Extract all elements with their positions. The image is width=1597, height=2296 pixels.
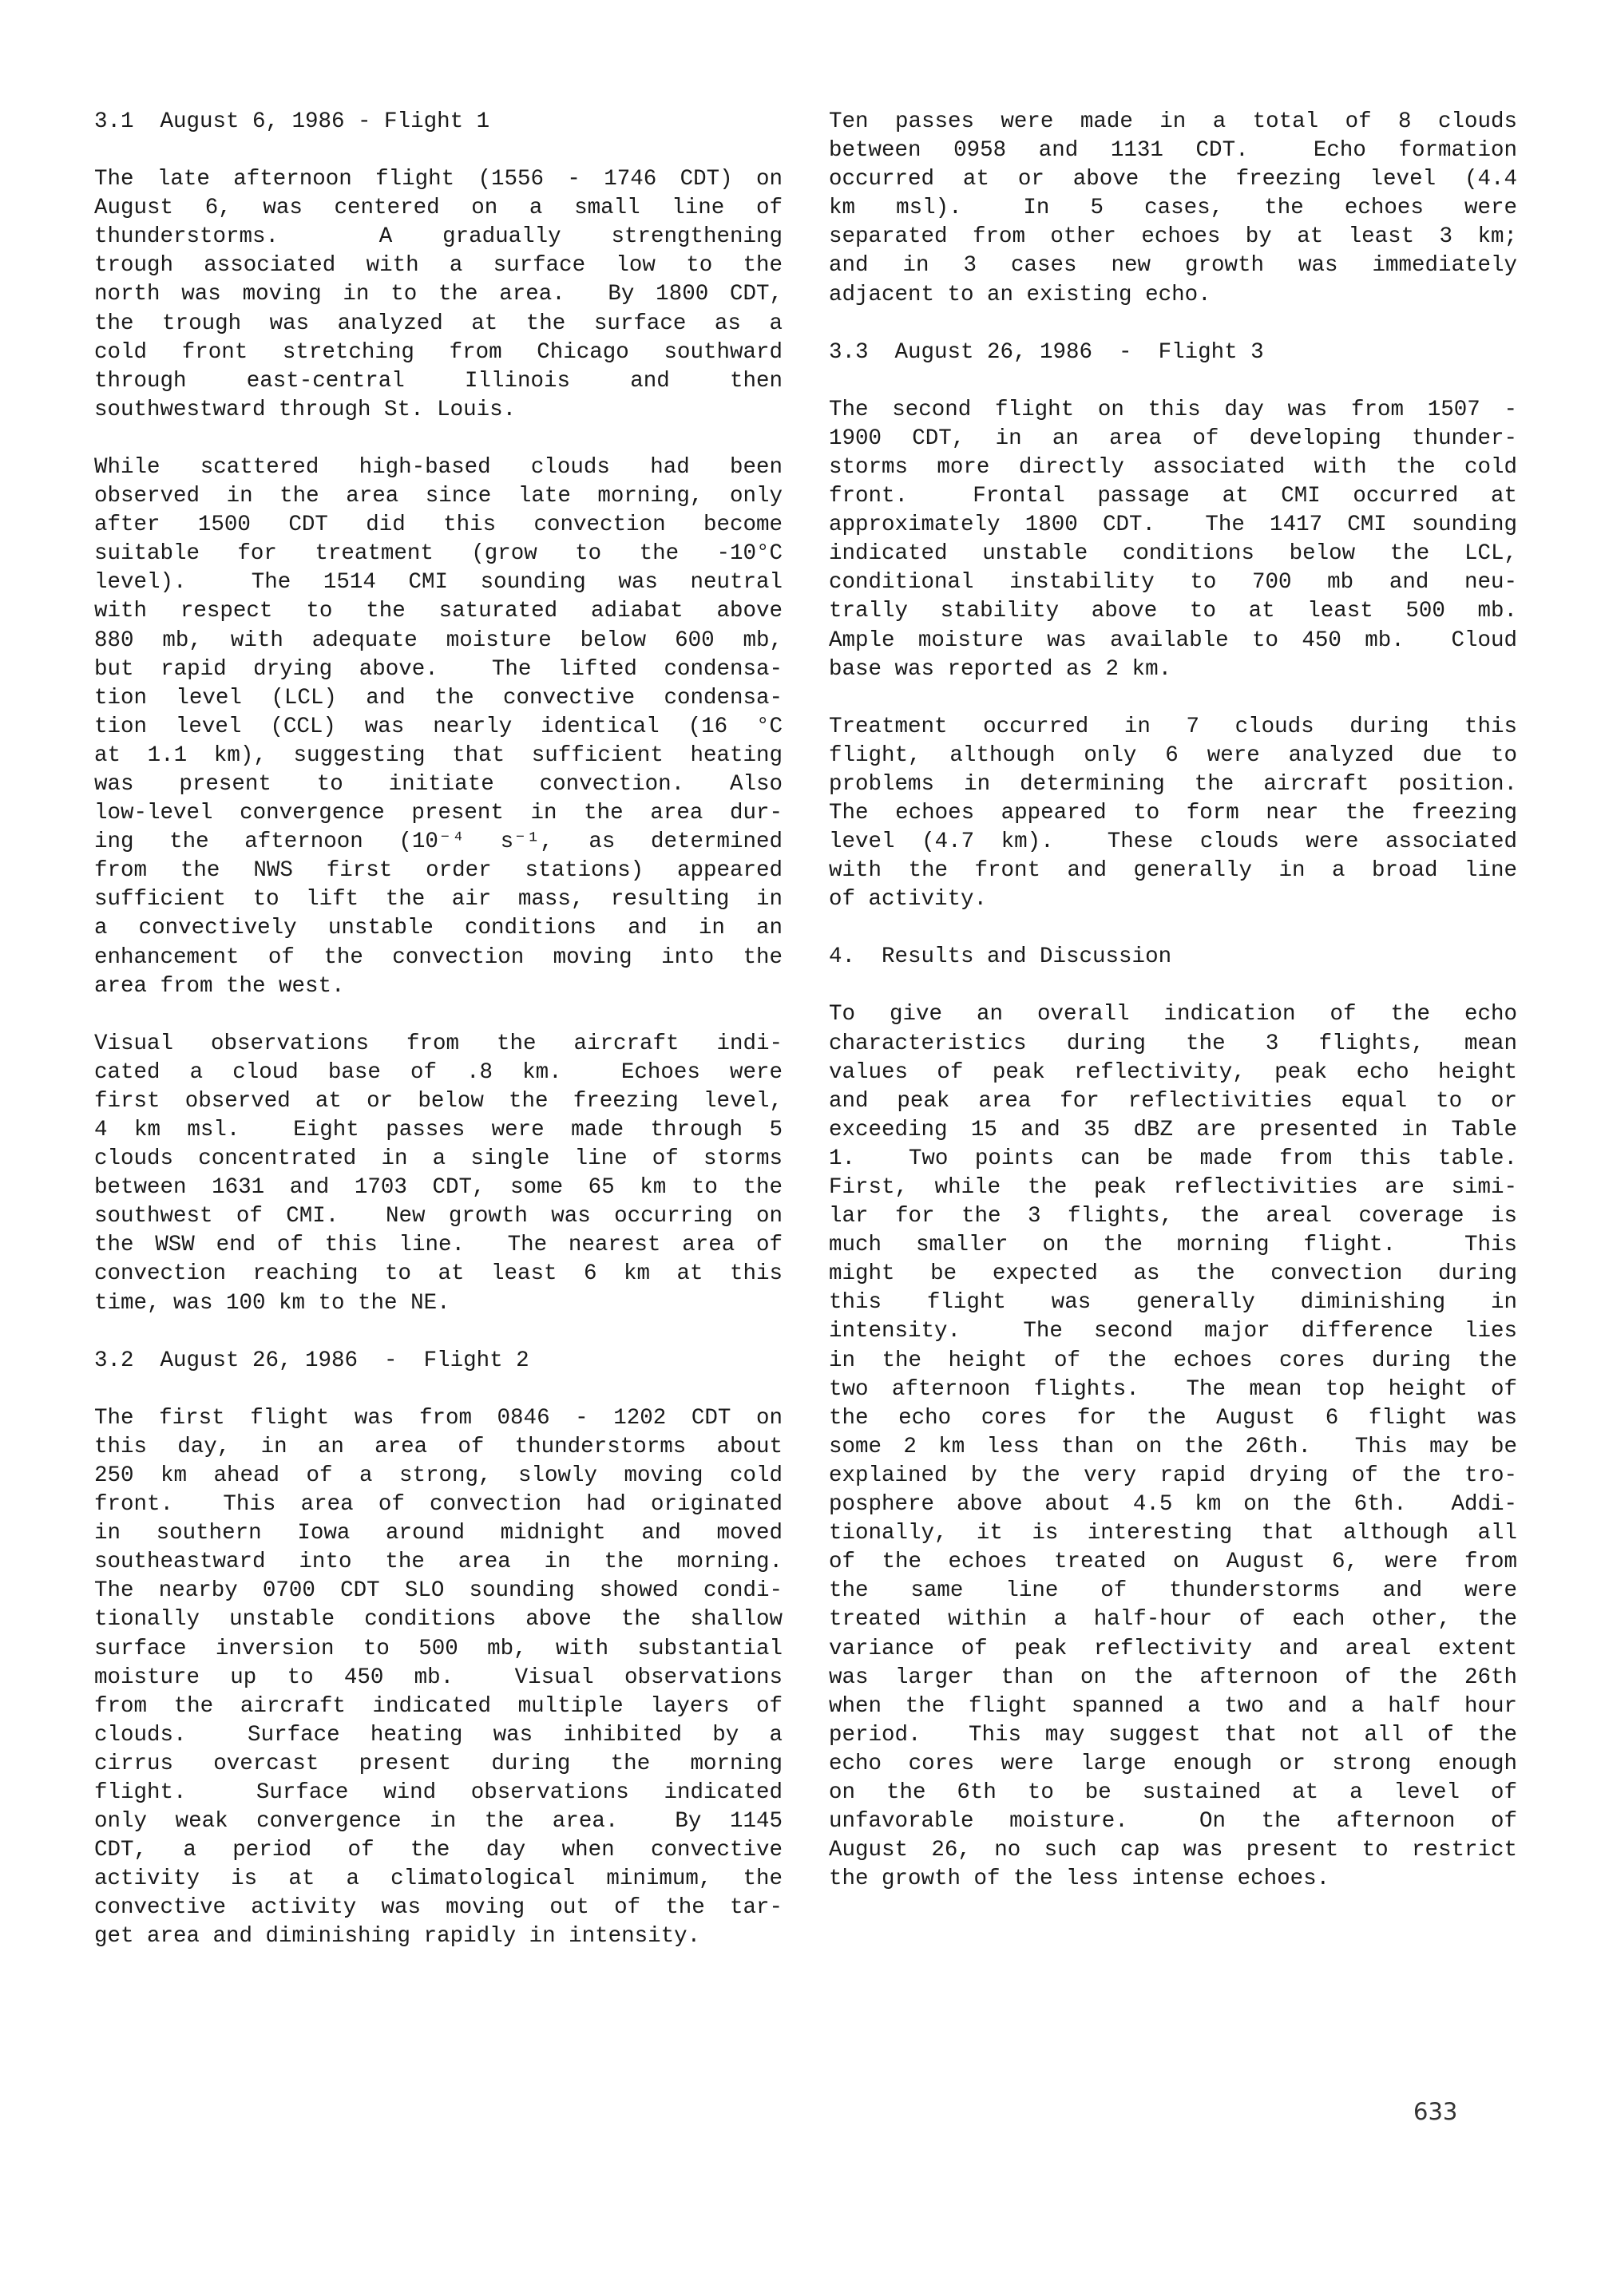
text-line: lar for the 3 flights, the areal coverage is [829, 1204, 1517, 1229]
text-line: cold front stretching from Chicago southward [94, 339, 783, 365]
text-line: the WSW end of this line. The nearest area of [94, 1233, 783, 1258]
heading-spacer [94, 1376, 783, 1404]
text-line: While scattered high-based clouds had been [94, 454, 783, 480]
section [829, 338, 1517, 915]
section-heading: 3.2 August 26, 1986 - Flight 2 [94, 1348, 529, 1373]
text-line: of the echoes treated on August 6, were from [829, 1550, 1517, 1575]
text-line: intensity. The second major difference lies [829, 1319, 1517, 1344]
paragraph-spacer [94, 425, 783, 453]
text-line: much smaller on the morning flight. This [829, 1233, 1517, 1258]
text-line: with the front and generally in a broad line [829, 858, 1517, 884]
text-line: base was reported as 2 km. [829, 656, 1172, 682]
text-line: Ample moisture was available to 450 mb. Cloud [829, 627, 1517, 653]
text-line: The first flight was from 0846 - 1202 CDT on [94, 1405, 783, 1431]
text-line: first observed at or below the freezing level, [94, 1088, 783, 1114]
text-line: this flight was generally diminishing in [829, 1290, 1517, 1316]
paragraph [829, 396, 1517, 684]
section-spacer [829, 310, 1517, 338]
text-line: occurred at or above the freezing level (4.4 [829, 167, 1517, 192]
paragraph [829, 713, 1517, 915]
text-line: front. Frontal passage at CMI occurred at [829, 484, 1517, 509]
section-spacer [94, 1318, 783, 1347]
text-line: period. This may suggest that not all of the [829, 1722, 1517, 1748]
text-line: tionally unstable conditions above the shallow [94, 1607, 783, 1633]
text-line: observed in the area since late morning, only [94, 484, 783, 509]
text-line: after 1500 CDT did this convection become [94, 513, 783, 538]
text-line: between 0958 and 1131 CDT. Echo formation [829, 138, 1517, 164]
text-line: between 1631 and 1703 CDT, some 65 km to the [94, 1175, 783, 1201]
paragraph [829, 1000, 1517, 1894]
text-line: at 1.1 km), suggesting that sufficient heating [94, 742, 783, 768]
text-line: variance of peak reflectivity and areal extent [829, 1636, 1517, 1661]
text-line: cated a cloud base of .8 km. Echoes were [94, 1059, 783, 1085]
text-line: exceeding 15 and 35 dBZ are presented in Table [829, 1117, 1517, 1142]
text-line: convection reaching to at least 6 km at this [94, 1261, 783, 1287]
text-line: southwest of CMI. New growth was occurring on [94, 1204, 783, 1229]
text-line: conditional instability to 700 mb and neu- [829, 570, 1517, 596]
section [829, 943, 1517, 1894]
section [94, 108, 783, 1318]
paragraph-spacer [829, 684, 1517, 713]
heading-spacer [94, 137, 783, 165]
text-line: The echoes appeared to form near the freezing [829, 800, 1517, 825]
text-line: Ten passes were made in a total of 8 clouds [829, 109, 1517, 134]
text-line: area from the west. [94, 973, 345, 999]
heading-spacer [829, 972, 1517, 1000]
section-heading: 4. Results and Discussion [829, 944, 1172, 970]
paragraph [94, 1404, 783, 1952]
text-line: km msl). In 5 cases, the echoes were [829, 196, 1517, 221]
text-line: enhancement of the convection moving into the [94, 944, 783, 970]
paragraph [829, 108, 1517, 310]
text-line: but rapid drying above. The lifted condensa- [94, 656, 783, 682]
text-line: when the flight spanned a two and a half hour [829, 1693, 1517, 1719]
text-line: unfavorable moisture. On the afternoon of [829, 1809, 1517, 1835]
paragraph [94, 453, 783, 1001]
paragraph [94, 165, 783, 425]
text-line: 4 km msl. Eight passes were made through 5 [94, 1118, 783, 1142]
text-line: level). The 1514 CMI sounding was neutral [94, 570, 783, 596]
section-heading: 3.3 August 26, 1986 - Flight 3 [829, 339, 1264, 365]
text-line: trough associated with a surface low to the [94, 253, 783, 279]
text-line: the trough was analyzed at the surface as a [94, 311, 783, 336]
text-line: CDT, a period of the day when convective [94, 1838, 783, 1863]
text-line: August 6, was centered on a small line of [94, 196, 783, 221]
text-line: characteristics during the 3 flights, mean [829, 1031, 1517, 1056]
text-line: August 26, no such cap was present to restrict [829, 1838, 1517, 1863]
text-line: cirrus overcast present during the morning [94, 1751, 783, 1776]
text-line: moisture up to 450 mb. Visual observations [94, 1665, 783, 1690]
text-line: convective activity was moving out of the tar- [94, 1895, 783, 1921]
text-line: the echo cores for the August 6 flight was [829, 1405, 1517, 1431]
text-line: approximately 1800 CDT. The 1417 CMI sounding [829, 513, 1517, 538]
text-line: was larger than on the afternoon of the 26th [829, 1665, 1517, 1690]
text-line: adjacent to an existing echo. [829, 282, 1211, 307]
left-column [94, 108, 783, 1952]
text-line: in southern Iowa around midnight and moved [94, 1521, 783, 1546]
text-line: front. This area of convection had originated [94, 1492, 783, 1518]
heading-spacer [829, 367, 1517, 396]
text-line: in the height of the echoes cores during the [829, 1348, 1517, 1373]
text-line: low-level convergence present in the area dur- [94, 801, 783, 826]
text-line: the growth of the less intense echoes. [829, 1866, 1330, 1892]
text-line: surface inversion to 500 mb, with substantial [94, 1636, 783, 1661]
text-line: 880 mb, with adequate moisture below 600 mb, [94, 627, 783, 653]
text-line: separated from other echoes by at least 3 km; [829, 224, 1517, 250]
text-line: this day, in an area of thunderstorms about [94, 1434, 783, 1459]
text-line: thunderstorms. A gradually strengthening [94, 224, 783, 250]
text-line: get area and diminishing rapidly in intensity. [94, 1924, 701, 1950]
text-line: with respect to the saturated adiabat above [94, 599, 783, 624]
text-line: The nearby 0700 CDT SLO sounding showed condi- [94, 1578, 783, 1604]
text-line: 1900 CDT, in an area of developing thunder- [829, 426, 1517, 451]
paragraph-spacer [94, 1001, 783, 1030]
text-line: a convectively unstable conditions and in an [94, 916, 783, 941]
section [94, 1347, 783, 1952]
text-line: echo cores were large enough or strong enough [829, 1751, 1517, 1776]
text-line: two afternoon flights. The mean top height of [829, 1376, 1517, 1402]
text-line: 1. Two points can be made from this table. [829, 1146, 1517, 1171]
text-line: clouds. Surface heating was inhibited by a [94, 1722, 783, 1748]
text-line: ing the afternoon (10⁻⁴ s⁻¹, as determined [94, 829, 783, 855]
text-line: and in 3 cases new growth was immediately [829, 253, 1517, 279]
text-line: 250 km ahead of a strong, slowly moving cold [94, 1463, 783, 1488]
text-line: level (4.7 km). These clouds were associated [829, 829, 1517, 855]
text-line: storms more directly associated with the cold [829, 454, 1517, 480]
text-line: from the NWS first order stations) appeared [94, 858, 783, 884]
page-number: 633 [1413, 2098, 1458, 2125]
right-column [829, 108, 1517, 1894]
text-line: and peak area for reflectivities equal to or [829, 1088, 1517, 1114]
text-line: The second flight on this day was from 1507 - [829, 397, 1517, 422]
text-line: southwestward through St. Louis. [94, 397, 517, 422]
text-line: flight, although only 6 were analyzed due to [829, 742, 1517, 768]
text-line: on the 6th to be sustained at a level of [829, 1779, 1517, 1805]
text-line: Treatment occurred in 7 clouds during this [829, 714, 1517, 739]
text-line: values of peak reflectivity, peak echo height [829, 1059, 1517, 1085]
text-line: Visual observations from the aircraft indi- [94, 1031, 783, 1056]
text-line: time, was 100 km to the NE. [94, 1290, 450, 1316]
text-line: some 2 km less than on the 26th. This may be [829, 1434, 1517, 1459]
text-line: tionally, it is interesting that although all [829, 1521, 1517, 1546]
text-line: trally stability above to at least 500 mb. [829, 599, 1517, 624]
text-line: clouds concentrated in a single line of storms [94, 1146, 783, 1172]
text-line: problems in determining the aircraft position. [829, 771, 1517, 797]
text-line: might be expected as the convection during [829, 1261, 1517, 1287]
text-line: posphere above about 4.5 km on the 6th. Addi- [829, 1492, 1517, 1518]
text-line: indicated unstable conditions below the LCL, [829, 541, 1517, 567]
text-line: the same line of thunderstorms and were [829, 1578, 1517, 1604]
text-line: of activity. [829, 887, 988, 912]
text-line: treated within a half-hour of each other, the [829, 1607, 1517, 1633]
text-line: explained by the very rapid drying of the tro- [829, 1463, 1517, 1488]
text-line: activity is at a climatological minimum, the [94, 1866, 783, 1892]
text-line: from the aircraft indicated multiple layers of [94, 1693, 783, 1719]
text-line: north was moving in to the area. By 1800 CDT, [94, 282, 783, 307]
text-line: The late afternoon flight (1556 - 1746 CDT) on [94, 167, 783, 192]
section-heading: 3.1 August 6, 1986 - Flight 1 [94, 109, 490, 134]
section [829, 108, 1517, 310]
text-line: suitable for treatment (grow to the -10°C [94, 541, 783, 567]
text-line: tion level (CCL) was nearly identical (16 °C [94, 714, 783, 739]
paragraph [94, 1030, 783, 1318]
text-line: sufficient to lift the air mass, resulting in [94, 887, 783, 912]
text-line: southeastward into the area in the morning. [94, 1550, 783, 1575]
text-line: was present to initiate convection. Also [94, 771, 783, 797]
text-line: flight. Surface wind observations indicated [94, 1779, 783, 1805]
text-line: tion level (LCL) and the convective condensa- [94, 685, 783, 711]
text-line: only weak convergence in the area. By 1145 [94, 1809, 783, 1835]
text-line: through east-central Illinois and then [94, 368, 783, 394]
section-spacer [829, 914, 1517, 943]
text-line: To give an overall indication of the echo [829, 1002, 1517, 1027]
text-line: First, while the peak reflectivities are simi- [829, 1175, 1517, 1200]
